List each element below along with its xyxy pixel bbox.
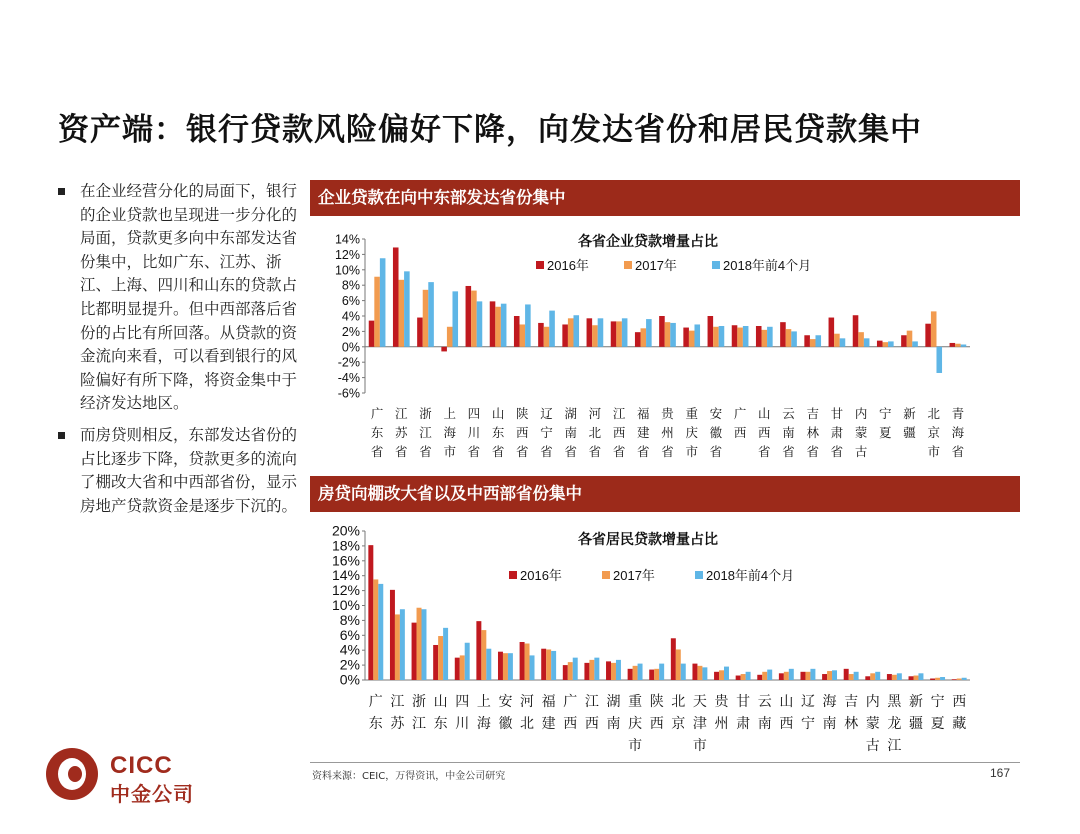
bar — [546, 649, 551, 680]
bar — [616, 321, 622, 346]
bar — [428, 282, 434, 347]
y-tick-label: 0% — [339, 671, 360, 688]
bar — [563, 665, 568, 680]
bar — [875, 672, 880, 680]
bullet-text: 而房贷则相反，东部发达省份的占比逐步下降，贷款更多的流向了棚改大省和中西部省份，显示房地产贷款资金是逐步下沉的。 — [80, 425, 298, 515]
category-label: 江西 — [584, 694, 599, 732]
category-label: 青海省 — [951, 406, 965, 459]
y-tick-label: 12% — [331, 582, 360, 599]
bar — [460, 655, 465, 680]
y-tick-label: 6% — [339, 626, 360, 643]
bar — [606, 661, 611, 680]
bar — [380, 258, 386, 347]
bar — [390, 590, 395, 680]
bar — [635, 332, 641, 347]
category-label: 西藏 — [952, 694, 967, 732]
bar — [568, 662, 573, 680]
bar — [736, 676, 741, 680]
bar — [719, 326, 725, 347]
bar — [909, 676, 914, 680]
category-label: 河北 — [520, 694, 535, 732]
category-label: 陕西省 — [516, 406, 529, 459]
bar — [514, 316, 520, 347]
category-label: 重庆市 — [628, 694, 643, 754]
category-label: 宁夏 — [879, 406, 892, 440]
bar — [914, 676, 919, 680]
bar — [957, 679, 962, 680]
legend-label: 2016年 — [520, 568, 562, 583]
bar — [714, 672, 719, 680]
bar — [395, 614, 400, 680]
bullet-item — [56, 180, 301, 416]
bar — [404, 271, 410, 346]
category-label: 新疆 — [908, 694, 923, 732]
category-label: 浙江 — [412, 694, 427, 732]
bar — [498, 652, 503, 680]
category-label: 陕西 — [649, 694, 664, 732]
y-tick-label: 20% — [331, 522, 360, 539]
bar — [832, 670, 837, 680]
bar — [732, 325, 738, 347]
bar — [683, 328, 689, 347]
bar — [594, 658, 599, 680]
chart1-banner: 企业贷款在向中东部发达省份集中 — [310, 180, 1020, 216]
bar — [399, 280, 405, 347]
bar — [907, 331, 913, 347]
page-title: 资产端：银行贷款风险偏好下降，向发达省份和居民贷款集中 — [58, 112, 922, 148]
category-label: 甘肃 — [736, 694, 751, 732]
category-label: 广东省 — [370, 406, 384, 459]
bar — [611, 663, 616, 680]
bar — [912, 341, 918, 346]
bar — [378, 584, 383, 680]
bar — [400, 609, 405, 680]
y-tick-label: 12% — [334, 247, 360, 262]
bar — [897, 673, 902, 680]
bar — [681, 664, 686, 680]
bullet-text: 在企业经营分化的局面下，银行的企业贷款也呈现进一步分化的局面，贷款更多向中东部发达省份集中，比如广东、江苏、浙江、上海、四川和山东的贷款占比都明显提升。但中西部落后省份的占比有所回落。从贷款的资金流向来看，可以看到银行的风险偏好有所下降，将资金集中于经济发达地区。 — [80, 182, 298, 413]
bar — [573, 658, 578, 680]
category-label: 山西 — [779, 694, 794, 732]
bar — [616, 660, 621, 680]
legend-label: 2017年 — [635, 258, 677, 273]
bar — [646, 319, 652, 347]
bar — [741, 674, 746, 680]
bar — [622, 318, 628, 346]
chart-title: 各省企业贷款增量占比 — [578, 234, 718, 250]
bar — [544, 327, 550, 347]
bar — [877, 341, 883, 347]
bar — [689, 331, 695, 347]
y-tick-label: 8% — [339, 611, 360, 628]
legend-label: 2016年 — [547, 258, 589, 273]
category-label: 广西 — [733, 406, 747, 440]
bar — [936, 347, 942, 373]
bar — [901, 335, 907, 347]
bar — [791, 331, 797, 346]
bar — [955, 344, 961, 347]
bar — [935, 678, 940, 680]
bar — [641, 328, 647, 346]
legend-swatch — [536, 261, 544, 269]
category-label: 云南省 — [782, 406, 795, 459]
y-tick-label: 8% — [341, 278, 360, 293]
bar — [466, 286, 472, 347]
category-label: 新疆 — [903, 406, 916, 440]
bar — [490, 301, 496, 346]
bar — [374, 277, 380, 347]
category-label: 福建 — [541, 694, 556, 732]
bar — [849, 674, 854, 680]
cicc-logo — [46, 748, 206, 808]
bar — [433, 645, 438, 680]
bar — [538, 323, 544, 347]
bar — [549, 311, 555, 347]
bar — [883, 342, 889, 347]
bar — [628, 669, 633, 680]
category-label: 广西 — [563, 694, 578, 732]
bar — [950, 343, 956, 347]
bar — [649, 670, 654, 680]
logo-text-en: CICC — [110, 752, 173, 779]
bar — [854, 672, 859, 680]
bar — [393, 247, 399, 346]
bar — [592, 325, 598, 347]
bar — [724, 667, 729, 680]
bar — [804, 335, 810, 347]
category-label: 海南 — [822, 694, 837, 732]
category-label: 内蒙古 — [854, 406, 868, 459]
y-tick-label: 6% — [341, 294, 360, 309]
bar — [501, 304, 507, 347]
bar — [719, 670, 724, 680]
legend-swatch — [624, 261, 632, 269]
bar — [530, 655, 535, 680]
bar — [864, 338, 870, 346]
bar — [495, 307, 501, 347]
bar — [638, 664, 643, 680]
category-label: 广东 — [368, 694, 383, 732]
bar — [789, 669, 794, 680]
category-label: 浙江省 — [419, 406, 432, 459]
bar — [694, 324, 700, 346]
category-label: 辽宁省 — [540, 406, 553, 459]
bar — [962, 678, 967, 680]
category-label: 重庆市 — [685, 406, 698, 459]
bar — [417, 318, 423, 347]
category-label: 江苏省 — [395, 406, 408, 459]
bar — [840, 338, 846, 346]
bar — [708, 316, 714, 347]
bar — [633, 666, 638, 680]
logo-text-cn: 中金公司 — [110, 782, 194, 806]
bar — [562, 324, 568, 346]
bullet-square-icon — [58, 188, 65, 195]
category-label: 四川省 — [467, 406, 481, 459]
bar — [918, 673, 923, 680]
bar — [784, 672, 789, 680]
category-label: 贵州省 — [661, 406, 674, 459]
bar — [654, 669, 659, 680]
bar — [810, 669, 815, 680]
bullet-list — [56, 180, 301, 526]
category-label: 宁夏 — [930, 694, 945, 732]
chart-title: 各省居民贷款增量占比 — [578, 532, 718, 548]
chart2-banner: 房贷向棚改大省以及中西部省份集中 — [310, 476, 1020, 512]
bar — [568, 318, 574, 346]
category-label: 辽宁 — [800, 694, 815, 732]
y-tick-label: 4% — [339, 641, 360, 658]
bar — [525, 644, 530, 681]
bar — [762, 672, 767, 680]
bar — [858, 332, 864, 347]
category-label: 山东 — [433, 694, 448, 732]
bar — [757, 675, 762, 680]
bar — [702, 667, 707, 680]
bar — [961, 344, 967, 346]
y-tick-label: -2% — [337, 355, 360, 370]
bar — [815, 335, 821, 347]
bar — [465, 643, 470, 680]
y-tick-label: -6% — [337, 386, 360, 401]
category-label: 安徽 — [498, 694, 513, 732]
category-label: 山东省 — [491, 406, 505, 459]
bar — [671, 638, 676, 680]
bar — [423, 290, 429, 347]
bar — [422, 609, 427, 680]
bar — [412, 623, 417, 680]
bar — [659, 664, 664, 680]
bar — [930, 679, 935, 680]
bar — [940, 677, 945, 680]
category-label: 北京市 — [927, 406, 940, 459]
bar — [887, 674, 892, 680]
y-tick-label: 14% — [331, 567, 360, 584]
category-label: 河北省 — [588, 406, 602, 459]
category-label: 上海市 — [443, 406, 456, 459]
category-label: 湖南 — [606, 694, 621, 732]
bar — [834, 334, 840, 347]
source-note: 资料来源：CEIC，万得资讯，中金公司研究 — [312, 771, 506, 782]
page-number: 167 — [990, 766, 1011, 780]
bar — [743, 326, 749, 347]
bar — [471, 291, 477, 347]
bar — [368, 545, 373, 680]
bar — [786, 329, 792, 347]
bar — [670, 323, 676, 347]
legend-label: 2017年 — [613, 568, 655, 583]
legend-swatch — [712, 261, 720, 269]
bar — [865, 676, 870, 680]
bar — [520, 642, 525, 680]
y-tick-label: 0% — [341, 340, 360, 355]
bar — [931, 311, 937, 346]
bar — [573, 315, 579, 347]
bar — [486, 649, 491, 680]
category-label: 天津市 — [692, 694, 707, 754]
bar — [800, 672, 805, 680]
category-label: 贵州 — [714, 694, 729, 732]
y-tick-label: 10% — [334, 263, 360, 278]
corporate-loan-chart — [310, 218, 1020, 468]
bar — [870, 673, 875, 680]
bar — [525, 304, 531, 346]
bar — [810, 339, 816, 347]
bar — [520, 324, 526, 346]
category-label: 云南 — [757, 694, 772, 732]
category-label: 山西省 — [758, 406, 771, 459]
bar — [665, 322, 671, 347]
bar — [659, 316, 665, 347]
bar — [447, 327, 453, 347]
category-label: 福建省 — [637, 406, 650, 459]
bar — [452, 291, 458, 346]
category-label: 北京 — [671, 694, 686, 732]
bar — [844, 669, 849, 680]
bar — [438, 636, 443, 680]
legend-swatch — [695, 571, 703, 579]
category-label: 江苏 — [390, 694, 405, 732]
bar — [551, 651, 556, 680]
y-tick-label: 18% — [331, 537, 360, 554]
bar — [952, 679, 957, 680]
category-label: 湖南省 — [564, 406, 577, 459]
bar — [692, 664, 697, 680]
bar — [441, 347, 447, 352]
bar — [756, 326, 762, 347]
bar — [746, 672, 751, 680]
cicc-logo-icon — [46, 748, 98, 800]
bar — [455, 658, 460, 680]
bar — [779, 673, 784, 680]
bar — [827, 671, 832, 680]
category-label: 吉林 — [844, 694, 859, 732]
bar — [598, 318, 604, 346]
y-tick-label: 14% — [334, 232, 360, 247]
bar — [892, 675, 897, 680]
bar — [822, 674, 827, 680]
category-label: 黑龙江 — [887, 694, 902, 754]
bar — [611, 321, 617, 346]
bar — [829, 318, 835, 347]
bar — [589, 660, 594, 680]
y-tick-label: -4% — [337, 371, 360, 386]
category-label: 上海 — [476, 694, 491, 732]
bar — [417, 608, 422, 680]
bar — [443, 628, 448, 680]
y-tick-label: 16% — [331, 552, 360, 569]
bar — [762, 330, 768, 347]
bar — [369, 321, 375, 347]
bar — [481, 630, 486, 680]
bar — [925, 324, 931, 347]
bar — [676, 649, 681, 680]
legend-swatch — [509, 571, 517, 579]
legend-swatch — [602, 571, 610, 579]
bar — [767, 670, 772, 680]
category-label: 吉林省 — [806, 406, 819, 459]
bar — [697, 666, 702, 680]
y-tick-label: 2% — [341, 324, 360, 339]
y-tick-label: 4% — [341, 309, 360, 324]
legend-label: 2018年前4个月 — [723, 258, 812, 273]
bar — [503, 653, 508, 680]
bullet-square-icon — [58, 432, 65, 439]
bar — [737, 328, 743, 347]
bar — [853, 315, 859, 347]
bar — [767, 327, 773, 347]
bar — [477, 301, 483, 346]
bar — [584, 663, 589, 680]
bar — [587, 318, 593, 346]
bar — [780, 322, 786, 347]
y-tick-label: 2% — [339, 656, 360, 673]
bar — [541, 649, 546, 680]
y-tick-label: 10% — [331, 597, 360, 613]
bullet-item — [56, 424, 301, 518]
category-label: 安徽省 — [709, 406, 723, 459]
legend-label: 2018年前4个月 — [706, 568, 795, 583]
bar — [805, 672, 810, 680]
footer-divider — [310, 762, 1020, 763]
category-label: 甘肃省 — [830, 406, 844, 459]
category-label: 内蒙古 — [865, 694, 880, 754]
bar — [508, 653, 513, 680]
bar — [476, 621, 481, 680]
bar — [888, 341, 894, 346]
bar — [373, 579, 378, 680]
bar — [713, 327, 719, 347]
household-loan-chart — [310, 516, 1020, 761]
category-label: 四川 — [455, 694, 470, 732]
category-label: 江西省 — [612, 406, 626, 459]
